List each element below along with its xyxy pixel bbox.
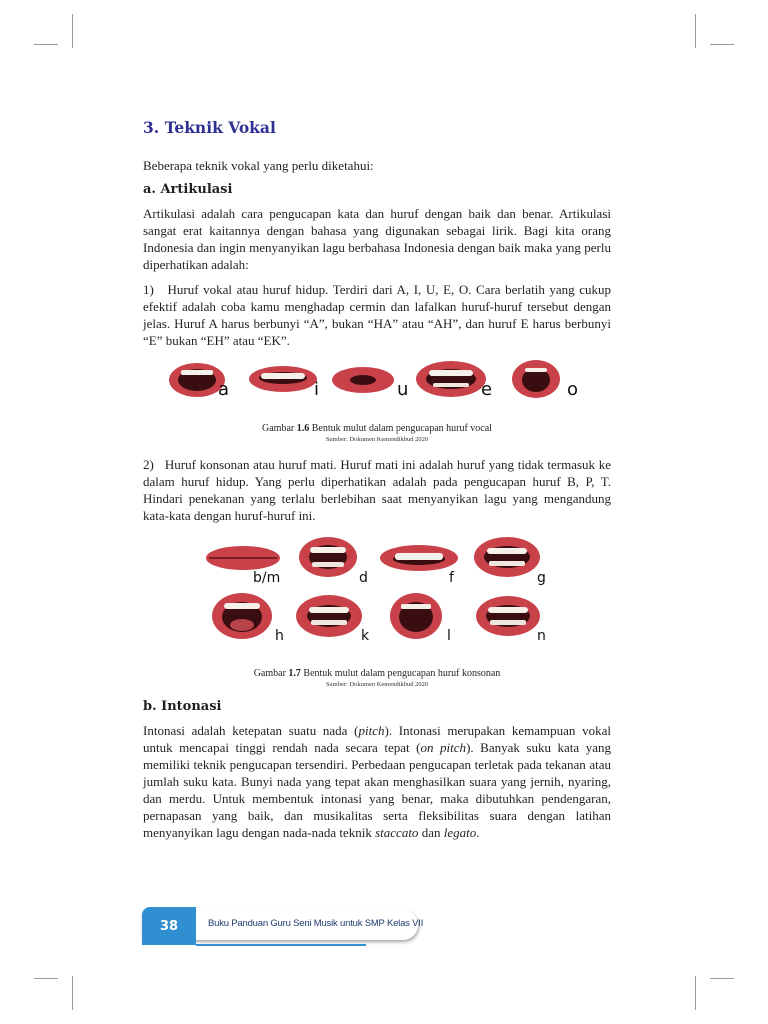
figure-source: Sumber: Dokumen Kemendikbud 2020 — [325, 436, 429, 443]
mouth-u-label: u — [397, 379, 409, 400]
text-run: ). Intonasi merupakan kemampuan vokal untuk mencapai tinggi rendah nada secara tepat ( — [143, 723, 611, 755]
mouth-o-label: o — [567, 379, 579, 400]
paragraph-vowels: 1) Huruf vokal atau huruf hidup. Terdiri dari A, I, U, E, O. Cara berlatih yang cukup efektif adalah coba kamu menghadap cermin dan lafalkan huruf-huruf tersebut dengan jelas. Huruf A harus berbunyi “A”, bukan “HA” atau “AH”, dan huruf E harus berbunyi “E” bukan “EH” atau “EK”. — [143, 282, 611, 348]
figure-vowel-mouths — [143, 357, 611, 417]
page-content — [143, 118, 611, 849]
caption-text: Bentuk mulut dalam pengucapan huruf konsonan — [300, 668, 501, 679]
section-intro: Beberapa teknik vokal yang perlu diketahui: — [143, 158, 374, 173]
crop-mark — [695, 14, 696, 48]
footer-accent-line — [196, 944, 366, 946]
mouth-d-image — [298, 536, 358, 578]
subsection-title-artikulasi: a. Artikulasi — [143, 182, 233, 197]
mouth-e-image — [415, 359, 487, 399]
italic-term: on pitch — [420, 740, 467, 755]
figure-consonant-mouths — [143, 536, 611, 656]
mouth-n-image — [475, 594, 541, 638]
paragraph-intonasi — [143, 722, 611, 841]
figure-source: Sumber: Dokumen Kemendikbud 2020 — [325, 681, 429, 688]
section-title: 3. Teknik Vokal — [143, 118, 276, 137]
paragraph-artikulasi: Artikulasi adalah cara pengucapan kata dan huruf dengan baik dan benar. Artikulasi sangat erat kaitannya dengan bahasa yang digunakan sebagai lirik. Bagi kita orang Indonesia dan ingin menyanyikan lagu berbahasa Indonesia dengan baik maka yang perlu diperhatikan adalah: — [143, 206, 611, 272]
italic-term: legato — [443, 825, 477, 840]
caption-number: 1.7 — [288, 668, 301, 679]
paragraph-consonants: 2) Huruf konsonan atau huruf mati. Huruf mati ini adalah huruf yang tidak termasuk ke dalam huruf hidup. Yang perlu diperhatikan adalah pada pengucapan huruf B, P, T. Hindari penekanan yang terlalu berlebihan saat menyanyikan lagu yang mengandung kata-kata dengan huruf-huruf ini. — [143, 457, 611, 523]
mouth-bm-label: b/m — [253, 570, 281, 586]
italic-term: staccato — [375, 825, 419, 840]
crop-mark — [72, 976, 73, 1010]
mouth-e-label: e — [481, 379, 493, 400]
text-run: ). Banyak suku kata yang memiliki teknik pengucapan tersendiri. Perbedaan pengucapan terletak pada tekanan atau jumlah suku kata. Bunyi nada yang tepat akan menghasilkan suara yang jernih, nyaring, dan merdu. Untuk membentuk intonasi yang benar, maka dibutuhkan pendengaran, pernapasan yang baik, dan musikalitas serta fleksibilitas suara dengan latihan menyanyikan lagu dengan nada-nada teknik — [143, 740, 611, 840]
mouth-n-label: n — [537, 628, 546, 644]
page-number: 38 — [142, 907, 196, 945]
italic-term: pitch — [358, 723, 385, 738]
mouth-g-image — [473, 536, 541, 578]
mouth-h-label: h — [275, 628, 284, 644]
mouth-i-image — [248, 363, 318, 395]
mouth-k-image — [295, 594, 363, 638]
crop-mark — [34, 978, 58, 979]
figure-caption — [143, 668, 611, 680]
mouth-i-label: i — [314, 379, 320, 400]
text-run: dan — [418, 825, 444, 840]
figure-caption — [143, 423, 611, 435]
mouth-bm-image — [205, 544, 281, 572]
mouth-u-image — [331, 365, 395, 395]
crop-mark — [34, 44, 58, 45]
crop-mark — [710, 978, 734, 979]
mouth-g-label: g — [537, 570, 546, 586]
mouth-o-image — [511, 359, 561, 399]
mouth-l-image — [389, 592, 443, 640]
crop-mark — [72, 14, 73, 48]
mouth-h-image — [211, 592, 273, 640]
crop-mark — [695, 976, 696, 1010]
text-run: Intonasi adalah ketepatan suatu nada ( — [143, 723, 359, 738]
crop-mark — [710, 44, 734, 45]
caption-prefix: Gambar — [262, 423, 297, 434]
mouth-a-label: a — [218, 379, 230, 400]
text-run: . — [476, 825, 480, 840]
mouth-f-image — [379, 542, 459, 574]
footer-book-title: Buku Panduan Guru Seni Musik untuk SMP Kelas VII — [208, 918, 424, 929]
mouth-d-label: d — [359, 570, 368, 586]
mouth-l-label: l — [447, 628, 451, 644]
caption-text: Bentuk mulut dalam pengucapan huruf vocal — [309, 423, 492, 434]
mouth-k-label: k — [361, 628, 370, 644]
caption-number: 1.6 — [296, 423, 310, 434]
caption-prefix: Gambar — [253, 668, 289, 679]
mouth-f-label: f — [449, 570, 454, 586]
subsection-title-intonasi: b. Intonasi — [143, 699, 222, 714]
